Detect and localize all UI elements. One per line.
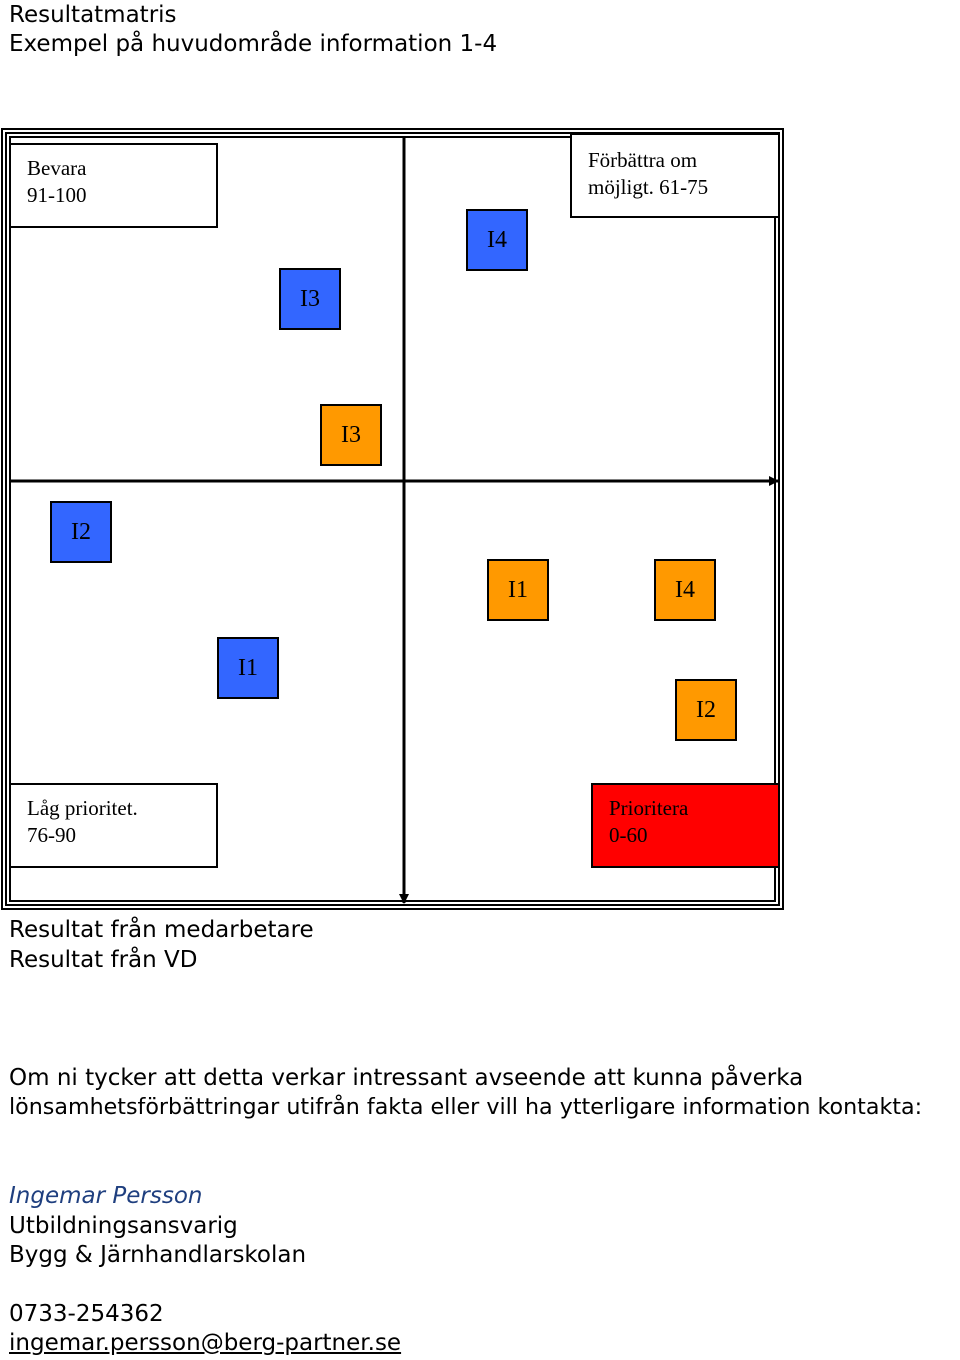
quadrant-prioritera: Prioritera 0-60 (591, 783, 780, 868)
body-text-line-2: lönsamhetsförbättringar utifrån fakta eller vill ha ytterligare information kontakta: (9, 1094, 923, 1120)
quadrant-forbattra: Förbättra om möjligt. 61-75 (570, 133, 780, 218)
page-title: Resultatmatris (9, 2, 177, 28)
body-text-line-1: Om ni tycker att detta verkar intressant avseende att kunna påverka (9, 1065, 804, 1091)
marker-i1-vd: I1 (487, 559, 549, 621)
marker-i4-vd: I4 (654, 559, 716, 621)
contact-organization: Bygg & Järnhandlarskolan (9, 1242, 307, 1268)
contact-phone: 0733-254362 (9, 1301, 164, 1327)
legend-vd: Resultat från VD (9, 947, 198, 973)
page-subtitle: Exempel på huvudområde information 1-4 (9, 31, 498, 57)
contact-role: Utbildningsansvarig (9, 1213, 238, 1239)
marker-i4-medarbetare: I4 (466, 209, 528, 271)
legend-medarbetare: Resultat från medarbetare (9, 917, 314, 943)
marker-i3-vd: I3 (320, 404, 382, 466)
marker-i3-medarbetare: I3 (279, 268, 341, 330)
quadrant-bevara: Bevara 91-100 (9, 143, 218, 228)
marker-i2-vd: I2 (675, 679, 737, 741)
quadrant-lag-prioritet: Låg prioritet. 76-90 (9, 783, 218, 868)
contact-email-link[interactable]: ingemar.persson@berg-partner.se (9, 1330, 402, 1356)
marker-i1-medarbetare: I1 (217, 637, 279, 699)
marker-i2-medarbetare: I2 (50, 501, 112, 563)
contact-name: Ingemar Persson (9, 1183, 203, 1209)
